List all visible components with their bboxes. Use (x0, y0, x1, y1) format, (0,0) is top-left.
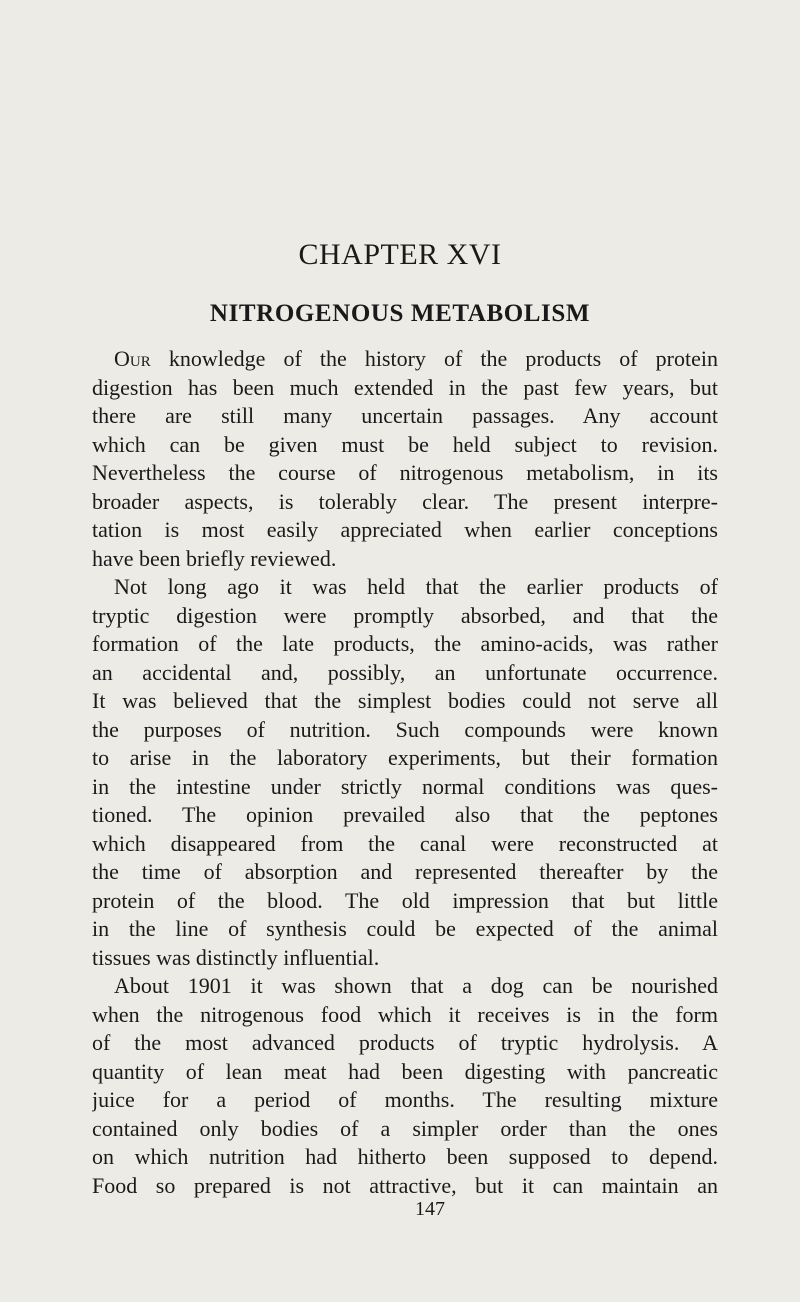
text-line: Food so prepared is not attractive, but it can maintain an (92, 1172, 718, 1198)
body-text (92, 345, 718, 1200)
text-line: the time of absorption and represented thereafter by the (92, 859, 718, 884)
text-line: have been briefly reviewed. (92, 545, 337, 571)
text-line: there are still many uncertain passages. Any account (92, 403, 718, 428)
text-line: which disappeared from the canal were reconstructed at (92, 830, 718, 856)
text-line: an accidental and, possibly, an unfortunate occurrence. (92, 659, 718, 685)
text-line: tation is most easily appreciated when earlier conceptions (92, 517, 718, 542)
opening-word: Our (114, 346, 151, 371)
text-line: tryptic digestion were promptly absorbed, and that the (92, 602, 718, 628)
text-line: It was believed that the simplest bodies could not serve all (92, 688, 718, 713)
text-line: to arise in the laboratory experiments, but their formation (92, 745, 718, 770)
text-line: the purposes of nutrition. Such compounds were known (92, 716, 718, 742)
text-line: which can be given must be held subject to revision. (92, 431, 718, 457)
text-line: juice for a period of months. The resulting mixture (92, 1087, 718, 1112)
page-number: 147 (415, 1198, 445, 1220)
text-line: on which nutrition had hitherto been supposed to depend. (92, 1144, 718, 1169)
text-line: Not long ago it was held that the earlier products of (114, 574, 718, 599)
text-line: About 1901 it was shown that a dog can be nourished (114, 973, 718, 998)
chapter-title: NITROGENOUS METABOLISM (209, 300, 591, 327)
text-line: tioned. The opinion prevailed also that the peptones (92, 802, 718, 827)
text-line: in the intestine under strictly normal conditions was ques- (92, 773, 718, 799)
text-line: tissues was distinctly influential. (92, 944, 380, 970)
text-line: Nevertheless the course of nitrogenous metabolism, in its (92, 460, 718, 485)
text-line: of the most advanced products of tryptic hydrolysis. A (92, 1030, 718, 1055)
text-line: when the nitrogenous food which it receives is in the form (92, 1001, 718, 1027)
text-line: formation of the late products, the amino-acids, was rather (92, 631, 718, 656)
text-line: quantity of lean meat had been digesting with pancreatic (92, 1058, 718, 1084)
text-line: contained only bodies of a simpler order than the ones (92, 1115, 718, 1141)
text-line: protein of the blood. The old impression that but little (92, 887, 718, 913)
text-line: broader aspects, is tolerably clear. The present interpre- (92, 488, 718, 514)
text-line: Our knowledge of the history of the products of protein (114, 346, 718, 371)
chapter-heading: CHAPTER XVI (298, 238, 502, 271)
text-line: in the line of synthesis could be expected of the animal (92, 916, 718, 941)
text-line: digestion has been much extended in the past few years, but (92, 374, 718, 400)
